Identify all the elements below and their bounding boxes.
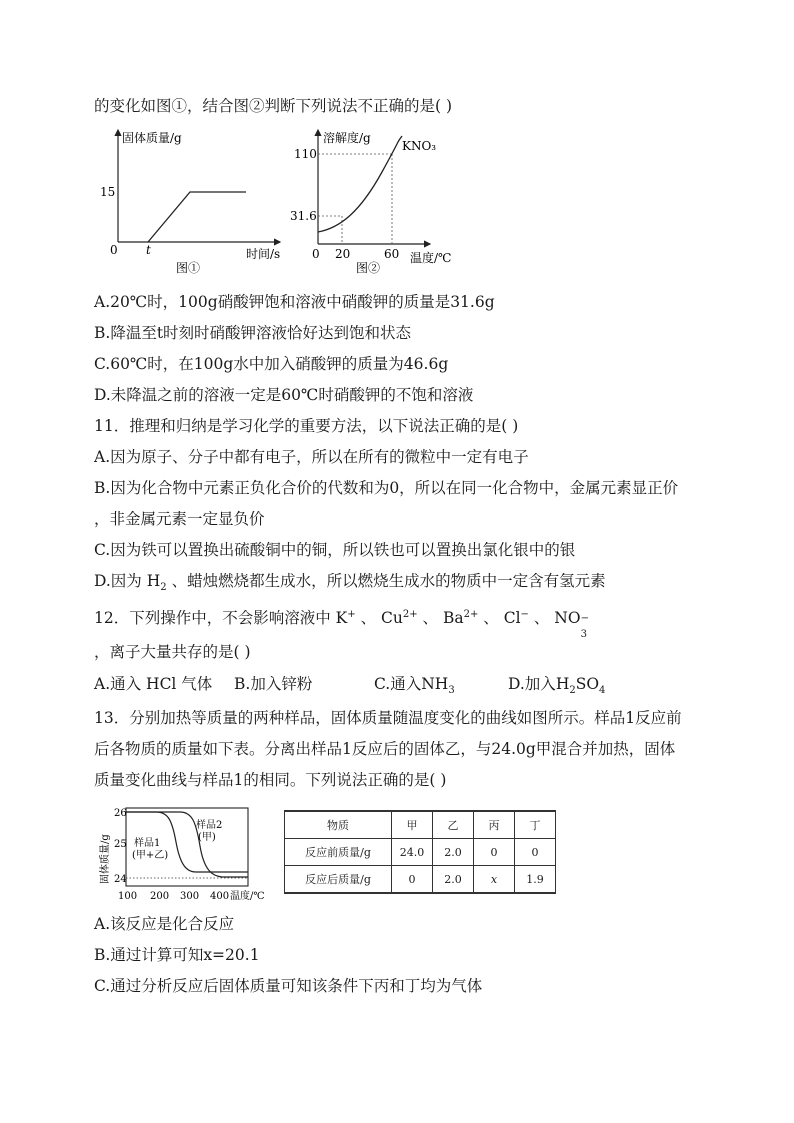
fig3-ylabel: 固体质量/g (100, 834, 111, 884)
table-cell: 24.0 (392, 839, 433, 866)
table-cell: 2.0 (433, 839, 474, 866)
q12-option-c (374, 674, 508, 697)
table-cell: 反应前质量/g (285, 839, 392, 866)
ion-ba: Ba (442, 609, 464, 627)
ion-sep: 、 (355, 609, 381, 627)
q12-options (94, 674, 734, 697)
table-cell: x (474, 866, 515, 894)
q12-d-pre: D.加入 (508, 675, 556, 693)
q11-d-formula: H (146, 572, 161, 590)
q11-option-c: C.因为铁可以置换出硫酸铜中的铜，所以铁也可以置换出氯化银中的银 (94, 541, 576, 559)
q12-stem: 12．下列操作中，不会影响溶液中 K+ 、 $Cu^{2+}$ 、 $Ba^{2+}$ 、 Cl− 、 NO − 3 (94, 608, 589, 640)
q12-option-a: A.通入 HCl 气体 (94, 675, 213, 693)
ion-no3: NO (554, 609, 581, 627)
fig2-series-label: KNO₃ (402, 139, 437, 153)
table-header-cell: 甲 (392, 811, 433, 839)
q11-d-pre: D.因为 (94, 572, 147, 590)
ion-cu: Cu (381, 609, 403, 627)
fig3-label-sample1-sub: (甲+乙) (132, 850, 169, 861)
figure-3-mass-temperature-graph (96, 802, 276, 906)
figure-2-solubility-graph (290, 124, 470, 274)
q11-option-b-line1: B.因为化合物中元素正负化合价的代数和为0，所以在同一化合物中，金属元素显正价 (94, 479, 679, 497)
fig3-xlabel: 温度/℃ (230, 891, 265, 902)
table-cell: 0 (515, 839, 556, 866)
q12-stem-pre: 12．下列操作中，不会影响溶液中 (94, 609, 336, 627)
table-header-cell: 丙 (474, 811, 515, 839)
ion-sep: 、 (528, 609, 555, 627)
table-cell: 2.0 (433, 866, 474, 894)
table-cell: 0 (474, 839, 515, 866)
figure-1-mass-time-graph (96, 124, 296, 274)
fig3-xtick-400: 400 (210, 891, 230, 902)
q12-option-d (508, 674, 606, 697)
question-10-stem-tail: 的变化如图①，结合图②判断下列说法不正确的是( ) (94, 97, 453, 115)
table-cell: 反应后质量/g (285, 866, 392, 894)
fig1-origin: 0 (110, 243, 118, 257)
fig1-tick-15: 15 (100, 185, 116, 199)
q12-option-b: B.加入锌粉 (234, 675, 313, 693)
ion-cl-charge: − (520, 608, 529, 620)
fig1-ylabel: 固体质量/g (122, 131, 182, 145)
fig1-line (148, 192, 246, 242)
fig3-label-sample2: 样品2 (196, 820, 223, 831)
fig2-ytick-110: 110 (294, 147, 317, 161)
q11-stem: 11．推理和归纳是学习化学的重要方法，以下说法正确的是( ) (94, 417, 519, 435)
fig2-caption: 图② (356, 261, 381, 274)
table-row (285, 866, 556, 894)
q12-d-sub1: 2 (569, 685, 576, 697)
fig3-ytick-26: 26 (114, 808, 127, 819)
ion-ba-charge: 2+ (463, 608, 479, 620)
q10-option-b: B.降温至t时刻时硝酸钾溶液恰好达到饱和状态 (94, 324, 412, 342)
q12-stem-line2: ，离子大量共存的是( ) (94, 643, 251, 661)
q13-mass-table (284, 810, 556, 894)
fig3-xtick-200: 200 (150, 891, 170, 902)
ion-sep: 、 (478, 609, 504, 627)
q11-d-post: 、蜡烛燃烧都生成水，所以燃烧生成水的物质中一定含有氢元素 (166, 572, 606, 590)
q11-option-b-line2: ，非金属元素一定显负价 (94, 510, 265, 528)
fig3-label-sample1: 样品1 (134, 838, 161, 849)
fig1-tick-t: t (146, 243, 151, 257)
table-cell: 0 (392, 866, 433, 894)
fig2-kno3-curve (318, 136, 402, 232)
ion-sep: 、 (417, 609, 443, 627)
ion-k-charge: + (347, 608, 356, 620)
ion-cl: Cl (503, 609, 521, 627)
ion-cu-charge: 2+ (402, 608, 418, 620)
q12-c-formula: NH (421, 675, 449, 693)
q12-d-formula1: H (555, 675, 570, 693)
table-header-cell: 乙 (433, 811, 474, 839)
q11-d-sub: 2 (160, 582, 167, 594)
q10-option-c: C.60℃时，在100g水中加入硝酸钾的质量为46.6g (94, 355, 449, 373)
fig1-caption: 图① (176, 261, 201, 274)
q13-stem-line2: 后各物质的质量如下表。分离出样品1反应后的固体乙，与24.0g甲混合并加热，固体 (94, 740, 676, 758)
fig2-ylabel: 溶解度/g (323, 131, 371, 145)
fig3-xtick-100: 100 (118, 891, 138, 902)
fig2-xtick-60: 60 (384, 247, 400, 261)
q13-option-c: C.通过分析反应后固体质量可知该条件下丙和丁均为气体 (94, 977, 483, 995)
q10-option-a: A.20℃时，100g硝酸钾饱和溶液中硝酸钾的质量是31.6g (94, 293, 495, 311)
q13-stem-line3: 质量变化曲线与样品1的相同。下列说法正确的是( ) (94, 771, 447, 789)
fig2-xtick-0: 0 (312, 247, 320, 261)
q12-d-formula2: SO (575, 675, 600, 693)
table-header-row (285, 811, 556, 839)
table-header-cell: 物质 (285, 811, 392, 839)
fig3-label-sample2-sub: (甲) (198, 832, 216, 843)
q12-d-sub2: 4 (599, 685, 606, 697)
q12-c-sub: 3 (448, 685, 455, 697)
q13-stem-line1: 13．分别加热等质量的两种样品，固体质量随温度变化的曲线如图所示。样品1反应前 (94, 709, 682, 727)
q13-option-b: B.通过计算可知x=20.1 (94, 946, 260, 964)
q12-c-pre: C.通入 (374, 675, 422, 693)
q11-option-a: A.因为原子、分子中都有电子，所以在所有的微粒中一定有电子 (94, 448, 529, 466)
fig2-xtick-20: 20 (335, 247, 351, 261)
fig3-ytick-24: 24 (114, 874, 127, 885)
q10-option-d: D.未降温之前的溶液一定是60℃时硝酸钾的不饱和溶液 (94, 386, 474, 404)
ion-k: K (335, 609, 348, 627)
q11-option-d (94, 571, 734, 594)
fig2-ytick-316: 31.6 (290, 209, 317, 223)
q13-option-a: A.该反应是化合反应 (94, 915, 235, 933)
table-header-cell: 丁 (515, 811, 556, 839)
fig3-ytick-25: 25 (114, 839, 127, 850)
table-cell: 1.9 (515, 866, 556, 894)
table-row (285, 839, 556, 866)
fig2-xlabel: 温度/℃ (410, 251, 452, 265)
fig3-xtick-300: 300 (180, 891, 200, 902)
fig1-xlabel: 时间/s (246, 247, 281, 261)
